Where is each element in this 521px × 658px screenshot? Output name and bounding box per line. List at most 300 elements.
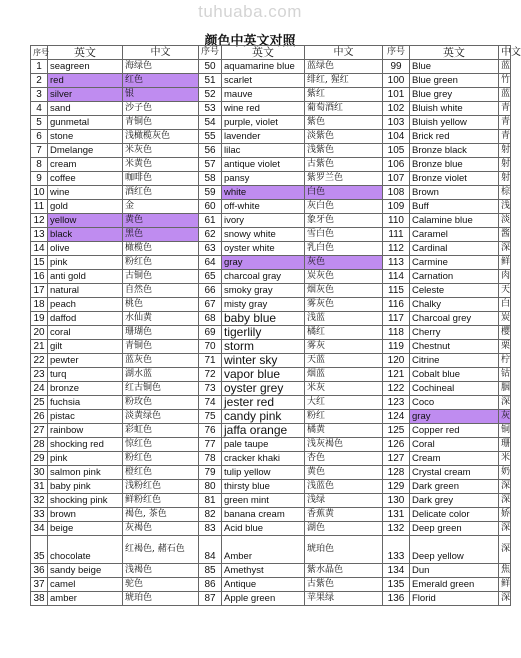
color-number: 26	[31, 410, 48, 424]
color-name-zh: 惊红色	[123, 438, 199, 452]
color-number: 14	[31, 242, 48, 256]
color-name-zh: 粉玫色	[123, 396, 199, 410]
color-name-zh: 珊瑚色	[123, 326, 199, 340]
color-name-zh: 浅粉红色	[123, 480, 199, 494]
table-row	[31, 480, 511, 494]
color-name-en: gray	[222, 256, 305, 270]
table-row	[31, 144, 511, 158]
color-name-en: charcoal gray	[222, 270, 305, 284]
color-number: 104	[383, 130, 410, 144]
color-name-zh: 白	[499, 298, 511, 312]
header-zh: 中文	[305, 46, 383, 60]
color-name-en: Coco	[410, 396, 499, 410]
table-row	[31, 228, 511, 242]
color-number: 67	[199, 298, 222, 312]
color-name-en: Bronze black	[410, 144, 499, 158]
color-name-en: Calamine blue	[410, 214, 499, 228]
color-name-zh: 灰	[499, 410, 511, 424]
color-name-zh: 青	[499, 102, 511, 116]
color-name-en: fuchsia	[48, 396, 123, 410]
color-name-en: Deep green	[410, 522, 499, 536]
color-name-zh: 米灰	[305, 382, 383, 396]
color-name-en: white	[222, 186, 305, 200]
color-name-zh: 青	[499, 130, 511, 144]
color-name-zh: 褐色, 茶色	[123, 508, 199, 522]
color-number: 61	[199, 214, 222, 228]
color-number: 31	[31, 480, 48, 494]
color-name-zh: 橙红色	[123, 466, 199, 480]
color-name-en: cream	[48, 158, 123, 172]
table-row	[31, 312, 511, 326]
color-name-zh: 乳白色	[305, 242, 383, 256]
color-name-zh: 竹	[499, 74, 511, 88]
color-name-en: gunmetal	[48, 116, 123, 130]
color-number: 77	[199, 438, 222, 452]
color-name-en: thirsty blue	[222, 480, 305, 494]
header-num: 序号	[31, 46, 48, 60]
color-name-en: Apple green	[222, 592, 305, 606]
color-number: 23	[31, 368, 48, 382]
color-name-zh: 黄色	[305, 466, 383, 480]
color-number: 28	[31, 438, 48, 452]
color-number: 127	[383, 452, 410, 466]
color-number: 136	[383, 592, 410, 606]
color-number: 2	[31, 74, 48, 88]
color-name-en: pansy	[222, 172, 305, 186]
color-name-en: pink	[48, 256, 123, 270]
color-name-zh: 黄色	[123, 214, 199, 228]
color-name-en: antique violet	[222, 158, 305, 172]
color-table	[30, 45, 521, 606]
color-number: 116	[383, 298, 410, 312]
color-number: 53	[199, 102, 222, 116]
color-name-en: Amethyst	[222, 564, 305, 578]
table-row	[31, 186, 511, 200]
color-name-zh: 珊	[499, 438, 511, 452]
color-name-zh: 米黄色	[123, 158, 199, 172]
color-number: 52	[199, 88, 222, 102]
color-name-zh: 钴	[499, 368, 511, 382]
color-name-zh: 桃色	[123, 298, 199, 312]
color-number: 135	[383, 578, 410, 592]
color-name-zh: 蓝	[499, 60, 511, 74]
color-name-zh: 彩虹色	[123, 424, 199, 438]
color-name-en: anti gold	[48, 270, 123, 284]
color-name-en: Bronze violet	[410, 172, 499, 186]
color-number: 11	[31, 200, 48, 214]
color-name-zh: 深	[499, 396, 511, 410]
table-row	[31, 214, 511, 228]
color-name-en: oyster white	[222, 242, 305, 256]
color-number: 68	[199, 312, 222, 326]
table-row	[31, 466, 511, 480]
color-name-en: Bluish white	[410, 102, 499, 116]
color-name-zh: 娇	[499, 508, 511, 522]
color-name-en: sand	[48, 102, 123, 116]
table-row	[31, 368, 511, 382]
color-name-zh: 香蕉黄	[305, 508, 383, 522]
color-name-zh: 灰褐色	[123, 522, 199, 536]
color-number: 51	[199, 74, 222, 88]
color-name-en: Buff	[410, 200, 499, 214]
color-number: 21	[31, 340, 48, 354]
header-en: 英文	[48, 46, 123, 60]
color-name-en: Cherry	[410, 326, 499, 340]
color-name-en: amber	[48, 592, 123, 606]
color-name-zh: 绯红, 猩红	[305, 74, 383, 88]
color-name-zh: 射	[499, 172, 511, 186]
color-number: 58	[199, 172, 222, 186]
color-name-en: Cobalt blue	[410, 368, 499, 382]
color-name-zh: 射	[499, 158, 511, 172]
color-name-zh: 浅紫色	[305, 144, 383, 158]
color-name-zh: 湖水蓝	[123, 368, 199, 382]
color-number: 38	[31, 592, 48, 606]
color-number: 87	[199, 592, 222, 606]
color-name-en: Blue	[410, 60, 499, 74]
table-row	[31, 172, 511, 186]
color-name-en: gilt	[48, 340, 123, 354]
color-name-zh: 浅褐色	[123, 564, 199, 578]
color-number: 17	[31, 284, 48, 298]
color-name-en: beige	[48, 522, 123, 536]
color-name-en: lilac	[222, 144, 305, 158]
color-name-en: pistac	[48, 410, 123, 424]
color-number: 79	[199, 466, 222, 480]
table-row	[31, 158, 511, 172]
table-row	[31, 326, 511, 340]
color-name-en: snowy white	[222, 228, 305, 242]
color-name-zh: 烟灰色	[305, 284, 383, 298]
color-number: 134	[383, 564, 410, 578]
color-name-en: smoky gray	[222, 284, 305, 298]
color-name-zh: 烟蓝	[305, 368, 383, 382]
color-number: 118	[383, 326, 410, 340]
color-name-zh: 肉	[499, 270, 511, 284]
color-name-zh: 黑色	[123, 228, 199, 242]
color-name-en: peach	[48, 298, 123, 312]
color-number: 76	[199, 424, 222, 438]
color-number: 63	[199, 242, 222, 256]
color-name-zh: 雾灰	[305, 340, 383, 354]
color-name-en: Chalky	[410, 298, 499, 312]
color-number: 12	[31, 214, 48, 228]
color-name-zh: 淡黄绿色	[123, 410, 199, 424]
color-number: 65	[199, 270, 222, 284]
color-name-zh: 酱	[499, 228, 511, 242]
color-name-en: Dark grey	[410, 494, 499, 508]
color-number: 131	[383, 508, 410, 522]
color-name-en: black	[48, 228, 123, 242]
color-name-en: natural	[48, 284, 123, 298]
color-number: 13	[31, 228, 48, 242]
color-name-zh: 柠	[499, 354, 511, 368]
color-number: 80	[199, 480, 222, 494]
color-name-en: Chestnut	[410, 340, 499, 354]
color-number: 22	[31, 354, 48, 368]
color-number: 4	[31, 102, 48, 116]
table-row	[31, 424, 511, 438]
color-name-zh: 咖啡色	[123, 172, 199, 186]
table-row	[31, 284, 511, 298]
color-number: 16	[31, 270, 48, 284]
color-name-en: Delicate color	[410, 508, 499, 522]
color-name-en: mauve	[222, 88, 305, 102]
color-number: 125	[383, 424, 410, 438]
color-name-en: wine red	[222, 102, 305, 116]
color-number: 123	[383, 396, 410, 410]
color-number: 113	[383, 256, 410, 270]
color-name-zh: 紫红	[305, 88, 383, 102]
color-number: 106	[383, 158, 410, 172]
color-name-zh: 浅	[499, 200, 511, 214]
color-number: 18	[31, 298, 48, 312]
color-name-en: Cream	[410, 452, 499, 466]
color-name-zh: 鲜粉红色	[123, 494, 199, 508]
table-header	[31, 46, 511, 60]
color-number: 111	[383, 228, 410, 242]
color-number: 102	[383, 102, 410, 116]
color-number: 117	[383, 312, 410, 326]
color-name-zh: 红褐色, 赭石色	[123, 536, 199, 564]
table-row	[31, 340, 511, 354]
color-name-en: Deep yellow	[410, 536, 499, 564]
color-name-en: Brown	[410, 186, 499, 200]
table-row	[31, 578, 511, 592]
color-name-en: scarlet	[222, 74, 305, 88]
color-name-zh: 白色	[305, 186, 383, 200]
color-name-zh: 焦	[499, 564, 511, 578]
color-number: 121	[383, 368, 410, 382]
color-name-en: salmon pink	[48, 466, 123, 480]
table-row	[31, 88, 511, 102]
color-name-zh: 海绿色	[123, 60, 199, 74]
color-number: 115	[383, 284, 410, 298]
color-number: 100	[383, 74, 410, 88]
color-number: 74	[199, 396, 222, 410]
color-number: 27	[31, 424, 48, 438]
color-name-zh: 金	[123, 200, 199, 214]
color-name-zh: 雪白色	[305, 228, 383, 242]
table-row	[31, 564, 511, 578]
table-row	[31, 256, 511, 270]
color-number: 56	[199, 144, 222, 158]
color-name-en: off-white	[222, 200, 305, 214]
color-name-zh: 象牙色	[305, 214, 383, 228]
color-name-en: jaffa orange	[222, 424, 305, 438]
color-name-zh: 红色	[123, 74, 199, 88]
color-name-en: Carmine	[410, 256, 499, 270]
color-name-en: baby pink	[48, 480, 123, 494]
color-number: 81	[199, 494, 222, 508]
color-name-en: candy pink	[222, 410, 305, 424]
table-row	[31, 102, 511, 116]
color-name-zh: 苹果绿	[305, 592, 383, 606]
color-name-en: Cardinal	[410, 242, 499, 256]
color-name-zh: 青铜色	[123, 116, 199, 130]
color-name-en: Celeste	[410, 284, 499, 298]
color-name-zh: 天	[499, 284, 511, 298]
color-number: 60	[199, 200, 222, 214]
color-name-en: Cochineal	[410, 382, 499, 396]
color-number: 32	[31, 494, 48, 508]
color-name-zh: 琥珀色	[123, 592, 199, 606]
color-name-en: camel	[48, 578, 123, 592]
color-number: 112	[383, 242, 410, 256]
color-name-en: rainbow	[48, 424, 123, 438]
color-name-en: shocking red	[48, 438, 123, 452]
color-name-zh: 炭	[499, 312, 511, 326]
color-number: 108	[383, 186, 410, 200]
color-name-zh: 雾灰色	[305, 298, 383, 312]
color-name-en: Acid blue	[222, 522, 305, 536]
color-number: 126	[383, 438, 410, 452]
color-name-en: banana cream	[222, 508, 305, 522]
color-name-zh: 浅绿	[305, 494, 383, 508]
color-name-en: gray	[410, 410, 499, 424]
color-number: 119	[383, 340, 410, 354]
color-number: 6	[31, 130, 48, 144]
color-name-en: Bluish yellow	[410, 116, 499, 130]
color-name-en: vapor blue	[222, 368, 305, 382]
color-number: 1	[31, 60, 48, 74]
color-number: 8	[31, 158, 48, 172]
color-name-zh: 紫罗兰色	[305, 172, 383, 186]
color-number: 30	[31, 466, 48, 480]
color-name-en: gold	[48, 200, 123, 214]
color-name-zh: 粉红色	[123, 452, 199, 466]
color-name-zh: 沙子色	[123, 102, 199, 116]
color-number: 64	[199, 256, 222, 270]
color-number: 33	[31, 508, 48, 522]
color-name-zh: 鲜	[499, 256, 511, 270]
color-number: 109	[383, 200, 410, 214]
color-number: 83	[199, 522, 222, 536]
watermark: tuhuaba.com	[198, 2, 302, 21]
color-name-zh: 青铜色	[123, 340, 199, 354]
color-name-en: sandy beige	[48, 564, 123, 578]
color-number: 130	[383, 494, 410, 508]
color-name-en: stone	[48, 130, 123, 144]
color-name-en: ivory	[222, 214, 305, 228]
color-number: 66	[199, 284, 222, 298]
color-number: 5	[31, 116, 48, 130]
color-name-zh: 浅蓝	[305, 312, 383, 326]
color-name-en: oyster grey	[222, 382, 305, 396]
color-number: 37	[31, 578, 48, 592]
color-name-zh: 紫水晶色	[305, 564, 383, 578]
color-number: 82	[199, 508, 222, 522]
color-name-zh: 粉红色	[123, 256, 199, 270]
header-zh: 中文	[123, 46, 199, 60]
color-name-zh: 古紫色	[305, 158, 383, 172]
table-row	[31, 74, 511, 88]
table-row	[31, 452, 511, 466]
color-number: 132	[383, 522, 410, 536]
color-name-zh: 深	[499, 522, 511, 536]
color-name-en: Bronze blue	[410, 158, 499, 172]
color-name-zh: 深	[499, 536, 511, 564]
color-name-en: green mint	[222, 494, 305, 508]
table-row	[31, 200, 511, 214]
color-name-zh: 浅蓝色	[305, 480, 383, 494]
color-name-zh: 大红	[305, 396, 383, 410]
color-name-en: Florid	[410, 592, 499, 606]
color-number: 107	[383, 172, 410, 186]
color-name-en: coral	[48, 326, 123, 340]
color-name-en: shocking pink	[48, 494, 123, 508]
color-number: 35	[31, 536, 48, 564]
color-number: 62	[199, 228, 222, 242]
color-name-zh: 杏色	[305, 452, 383, 466]
color-name-zh: 射	[499, 144, 511, 158]
color-name-en: Charcoal grey	[410, 312, 499, 326]
color-name-en: misty gray	[222, 298, 305, 312]
color-name-zh: 古铜色	[123, 270, 199, 284]
color-name-zh: 蓝绿色	[305, 60, 383, 74]
color-name-zh: 酒红色	[123, 186, 199, 200]
color-name-zh: 自然色	[123, 284, 199, 298]
color-name-en: aquamarine blue	[222, 60, 305, 74]
color-name-zh: 天蓝	[305, 354, 383, 368]
color-number: 36	[31, 564, 48, 578]
color-number: 69	[199, 326, 222, 340]
table-row	[31, 410, 511, 424]
color-number: 24	[31, 382, 48, 396]
color-name-en: pink	[48, 452, 123, 466]
color-name-en: jester red	[222, 396, 305, 410]
color-name-en: Copper red	[410, 424, 499, 438]
color-number: 120	[383, 354, 410, 368]
color-name-zh: 古紫色	[305, 578, 383, 592]
color-number: 75	[199, 410, 222, 424]
color-name-zh: 奶	[499, 466, 511, 480]
color-number: 129	[383, 480, 410, 494]
color-name-en: silver	[48, 88, 123, 102]
color-name-zh: 水仙黄	[123, 312, 199, 326]
color-name-en: Crystal cream	[410, 466, 499, 480]
color-name-en: wine	[48, 186, 123, 200]
color-name-zh: 铜	[499, 424, 511, 438]
color-name-zh: 浅橄榄灰色	[123, 130, 199, 144]
table-row	[31, 270, 511, 284]
color-name-en: Dmelange	[48, 144, 123, 158]
color-name-zh: 粉红	[305, 410, 383, 424]
color-number: 29	[31, 452, 48, 466]
color-name-zh: 驼色	[123, 578, 199, 592]
header-en: 英文	[222, 46, 305, 60]
color-name-en: Citrine	[410, 354, 499, 368]
color-name-en: Antique	[222, 578, 305, 592]
color-number: 15	[31, 256, 48, 270]
color-name-en: seagreen	[48, 60, 123, 74]
color-name-en: Amber	[222, 536, 305, 564]
color-number: 25	[31, 396, 48, 410]
color-name-en: Blue green	[410, 74, 499, 88]
color-number: 20	[31, 326, 48, 340]
color-name-zh: 湖色	[305, 522, 383, 536]
color-number: 122	[383, 382, 410, 396]
table-row	[31, 242, 511, 256]
color-name-zh: 深	[499, 480, 511, 494]
color-number: 99	[383, 60, 410, 74]
color-number: 57	[199, 158, 222, 172]
table-row	[31, 396, 511, 410]
color-name-zh: 银	[123, 88, 199, 102]
color-name-zh: 琥珀色	[305, 536, 383, 564]
color-name-en: bronze	[48, 382, 123, 396]
color-name-en: Caramel	[410, 228, 499, 242]
